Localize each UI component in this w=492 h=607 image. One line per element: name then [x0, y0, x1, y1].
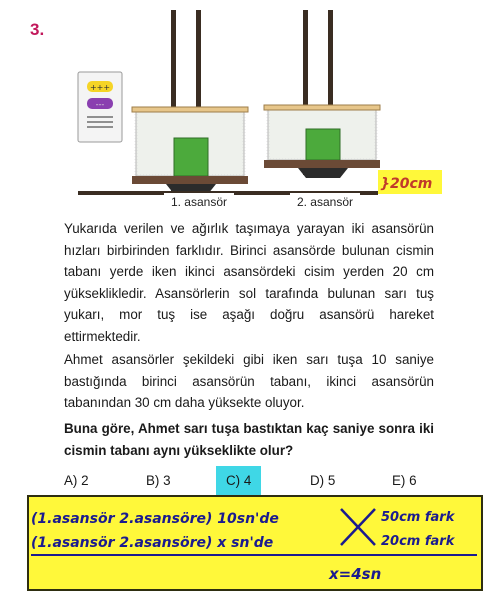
- choice-b[interactable]: B) 3: [146, 473, 171, 488]
- choice-c-selected[interactable]: C) 4: [216, 466, 261, 496]
- elevator-2-label: 2. asansör: [296, 195, 354, 209]
- paragraph-2: Ahmet asansörler şekildeki gibi iken sarı tuşa 10 saniye bastığında birinci asansörün tabanı, ikinci asansörün tabanından 30 cm daha yüksekte oluyor.: [64, 352, 434, 410]
- elevator-1: [132, 10, 248, 195]
- paragraph-1: Yukarıda verilen ve ağırlık taşımaya yarayan iki asansörün hızları birbirinden farklıdır. Birinci asansörde bulunan cismin tabanı yerde iken ikinci asansördeki cisim yerden 20 cm yükseklikledir. Asansörlerin sol tarafında bulunan sarı tuş yukarı, mor tuş ise aşağı doğru asansörü hareket ettirmektedir.: [64, 221, 434, 344]
- choice-d[interactable]: D) 5: [310, 473, 336, 488]
- note-line-1: (1.asansör 2.asansöre) 10sn'de: [31, 511, 279, 527]
- elevator-1-label: 1. asansör: [170, 195, 228, 209]
- question-number: 3.: [30, 20, 45, 39]
- choice-e[interactable]: E) 6: [392, 473, 417, 488]
- note-right-2: 20cm fark: [381, 534, 455, 549]
- question-text: Buna göre, Ahmet sarı tuşa bastıktan kaç saniye sonra iki cismin tabanı aynı yükseklikte olur?: [64, 421, 434, 458]
- note-line-2: (1.asansör 2.asansöre) x sn'de: [31, 535, 274, 551]
- note-result: x=4sn: [329, 565, 382, 583]
- control-panel: [78, 72, 122, 142]
- purple-button-label: ---: [95, 100, 105, 109]
- elevator-2: [264, 10, 380, 178]
- annotation-20cm: }20cm: [380, 176, 433, 192]
- handwritten-solution: [27, 495, 483, 591]
- elevator-figure: [70, 10, 490, 220]
- note-right-1: 50cm fark: [381, 510, 455, 525]
- answer-choices: [64, 466, 444, 496]
- choice-a[interactable]: A) 2: [64, 473, 89, 488]
- yellow-button-label: +++: [89, 83, 111, 92]
